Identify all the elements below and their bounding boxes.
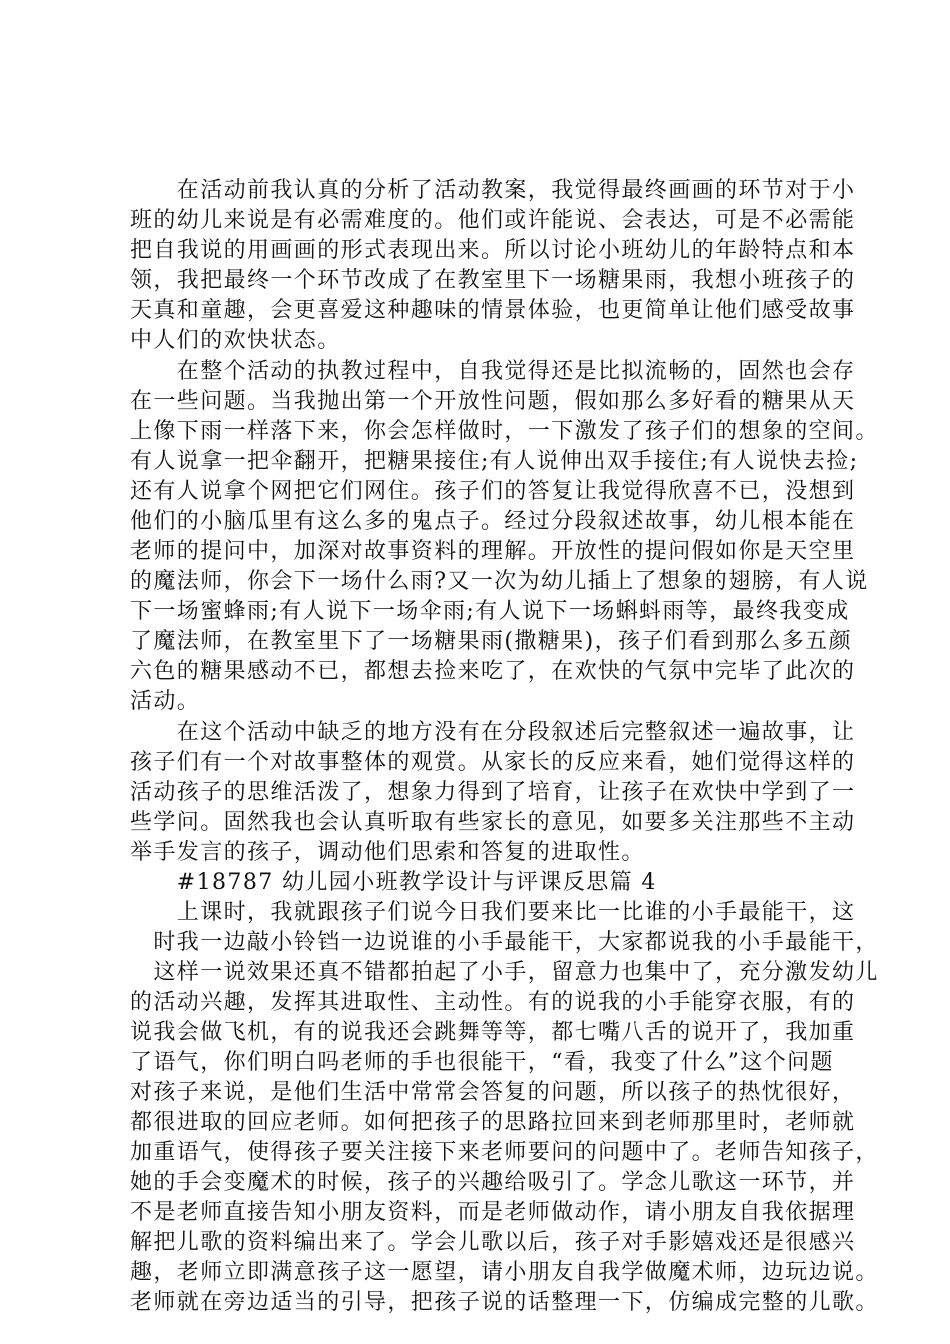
text-line: 有人说拿一把伞翻开，把糖果接住;有人说伸出双手接住;有人说快去捡; — [130, 449, 859, 474]
text-line: 都很进取的回应老师。如何把孩子的思路拉回来到老师那里时，老师就 — [130, 1110, 856, 1135]
text-line: 老师的提问中，加深对故事资料的理解。开放性的提问假如你是天空里 — [130, 539, 856, 564]
text-line: 上像下雨一样落下来，你会怎样做时，一下激发了孩子们的想象的空间。 — [130, 419, 879, 444]
text-line: 趣，老师立即满意孩子这一愿望，请小朋友自我学做魔术师，边玩边说。 — [130, 1260, 879, 1285]
text-line: 老师就在旁边适当的引导，把孩子说的话整理一下，仿编成完整的儿歌。 — [130, 1290, 879, 1315]
text-line: 活动孩子的思维活泼了，想象力得到了培育，让孩子在欢快中学到了一 — [130, 780, 856, 805]
text-line: 上课时，我就跟孩子们说今日我们要来比一比谁的小手最能干，这 — [130, 900, 856, 925]
text-line: 天真和童趣，会更喜爱这种趣味的情景体验，也更简单让他们感受故事 — [130, 298, 856, 323]
text-line: 领，我把最终一个环节改成了在教室里下一场糖果雨，我想小班孩子的 — [130, 268, 856, 293]
text-line: 还有人说拿个网把它们网住。孩子们的答复让我觉得欣喜不已，没想到 — [130, 479, 856, 504]
text-line: 说我会做飞机，有的说我还会跳舞等等，都七嘴八舌的说开了，我加重 — [130, 1020, 856, 1045]
text-line: 些学问。固然我也会认真听取有些家长的意见，如要多关注那些不主动 — [130, 810, 856, 835]
text-line: 解把儿歌的资料编出来了。学会儿歌以后，孩子对手影嬉戏还是很感兴 — [130, 1230, 856, 1255]
text-line: 下一场蜜蜂雨;有人说下一场伞雨;有人说下一场蝌蚪雨等，最终我变成 — [130, 599, 850, 624]
text-line: 的魔法师，你会下一场什么雨?又一次为幼儿插上了想象的翅膀，有人说 — [130, 569, 869, 594]
text-line: 班的幼儿来说是有必需难度的。他们或许能说、会表达，可是不必需能 — [130, 208, 856, 233]
text-line: 他们的小脑瓜里有这么多的鬼点子。经过分段叙述故事，幼儿根本能在 — [130, 509, 856, 534]
text-line: 了语气，你们明白吗老师的手也很能干，“看，我变了什么”这个问题 — [130, 1050, 834, 1075]
text-line: 的活动兴趣，发挥其进取性、主动性。有的说我的小手能穿衣服，有的 — [130, 990, 856, 1015]
text-line: 活动。 — [130, 689, 201, 714]
text-line: 时我一边敲小铃铛一边说谁的小手最能干，大家都说我的小手最能干， — [130, 930, 879, 955]
text-line: 在这个活动中缺乏的地方没有在分段叙述后完整叙述一遍故事，让 — [130, 720, 856, 745]
text-line: 把自我说的用画画的形式表现出来。所以讨论小班幼儿的年龄特点和本 — [130, 238, 856, 263]
section-heading: #18787 幼儿园小班教学设计与评课反思篇 4 — [130, 870, 657, 895]
text-line: 这样一说效果还真不错都拍起了小手，留意力也集中了，充分激发幼儿 — [130, 960, 879, 985]
text-line: 举手发言的孩子，调动他们思索和答复的进取性。 — [130, 840, 645, 865]
text-line: 对孩子来说，是他们生活中常常会答复的问题，所以孩子的热忱很好， — [130, 1080, 856, 1105]
text-line: 了魔法师，在教室里下了一场糖果雨(撒糖果)，孩子们看到那么多五颜 — [130, 629, 852, 654]
text-line: 不是老师直接告知小朋友资料，而是老师做动作，请小朋友自我依据理 — [130, 1200, 856, 1225]
text-line: 六色的糖果感动不已，都想去捡来吃了，在欢快的气氛中完毕了此次的 — [130, 659, 856, 684]
text-line: 加重语气，使得孩子要关注接下来老师要问的问题中了。老师告知孩子， — [130, 1140, 879, 1165]
text-line: 孩子们有一个对故事整体的观赏。从家长的反应来看，她们觉得这样的 — [130, 750, 856, 775]
text-line: 她的手会变魔术的时候，孩子的兴趣给吸引了。学念儿歌这一环节，并 — [130, 1170, 856, 1195]
text-line: 在活动前我认真的分析了活动教案，我觉得最终画画的环节对于小 — [130, 178, 856, 203]
text-line: 中人们的欢快状态。 — [130, 328, 341, 353]
text-line: 在整个活动的执教过程中，自我觉得还是比拟流畅的，固然也会存 — [130, 359, 856, 384]
text-line: 在一些问题。当我抛出第一个开放性问题，假如那么多好看的糖果从天 — [130, 389, 856, 414]
